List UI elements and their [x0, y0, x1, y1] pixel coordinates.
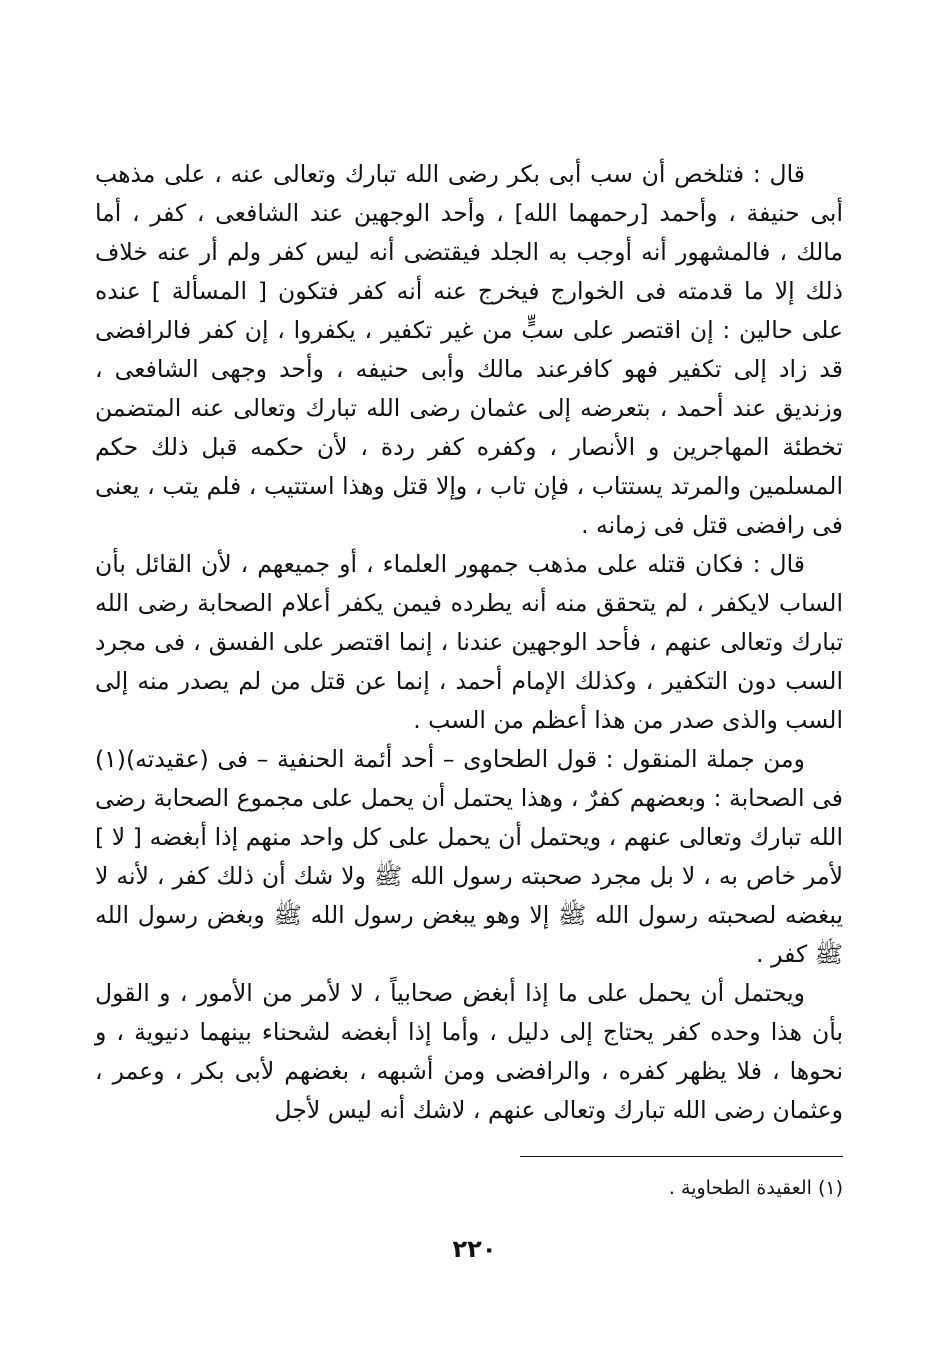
- footnote-divider: [520, 1156, 843, 1157]
- page-number: ٢٢٠: [452, 1235, 497, 1263]
- paragraph-2: قال : فكان قتله على مذهب جمهور العلماء ، أو جميعهم ، لأن القائل بأن الساب لايكفر ، لم يتحقق منه أنه يطرده فيمن يكفر أعلام الصحابة رضى الله تبارك وتعالى عنهم ، فأحد الوجهين عندنا ، إنما اقتصر على الفسق ، فى مجرد السب دون التكفير ، وكذلك الإمام أحمد ، إنما عن قتل من لم يصدر منه إلى السب والذى صدر من هذا أعظم من السب .: [95, 550, 843, 734]
- paragraph-1: قال : فتلخص أن سب أبى بكر رضى الله تبارك وتعالى عنه ، على مذهب أبى حنيفة ، وأحمد [رحمهما الله] ، وأحد الوجهين عند الشافعى ، كفر ، أما مالك ، فالمشهور أنه أوجب به الجلد فيقتضى أنه ليس كفر ولم أر عنه خلاف ذلك إلا ما قدمته فى الخوارج فيخرج عنه أنه كفر فتكون [ المسألة ] عنده على حالين : إن اقتصر على سبٍّ من غير تكفير ، يكفروا ، إن كفر فالرافضى قد زاد إلى تكفير فهو كافرعند مالك وأبى حنيفه ، وأحد وجهى الشافعى ، وزنديق عند أحمد ، بتعرضه إلى عثمان رضى الله تبارك وتعالى عنه المتضمن تخطئة المهاجرين و الأنصار ، وكفره كفر ردة ، لأن حكمه قبل ذلك حكم المسلمين والمرتد يستتاب ، فإن تاب ، وإلا قتل وهذا استتيب ، فلم يتب ، يعنى فى رافضى قتل فى زمانه .: [95, 160, 843, 539]
- main-text-block: [95, 155, 843, 1130]
- paragraph-3: ومن جملة المنقول : قول الطحاوى – أحد أئمة الحنفية – فى (عقيدته)(١) فى الصحابة : وبعضهم كفرٌ ، وهذا يحتمل أن يحمل على مجموع الصحابة رضى الله تبارك وتعالى عنهم ، ويحتمل أن يحمل على كل واحد منهم إذا أبغضه [ لا ] لأمر خاص به ، لا بل مجرد صحبته رسول الله ﷺ ولا شك أن ذلك كفر ، لأنه لا يبغضه لصحبته رسول الله ﷺ إلا وهو يبغض رسول الله ﷺ وبغض رسول الله ﷺ كفر .: [95, 745, 843, 968]
- footnote: (١) العقيدة الطحاوية .: [668, 1177, 843, 1199]
- paragraph-4: ويحتمل أن يحمل على ما إذا أبغض صحابياً ، لا لأمر من الأمور ، و القول بأن هذا وحده كفر يحتاج إلى دليل ، وأما إذا أبغضه لشحناء بينهما دنيوية ، و نحوها ، فلا يظهر كفره ، والرافضى ومن أشبهه ، بغضهم لأبى بكر ، وعمر ، وعثمان رضى الله تبارك وتعالى عنهم ، لاشك أنه ليس لأجل: [95, 979, 843, 1124]
